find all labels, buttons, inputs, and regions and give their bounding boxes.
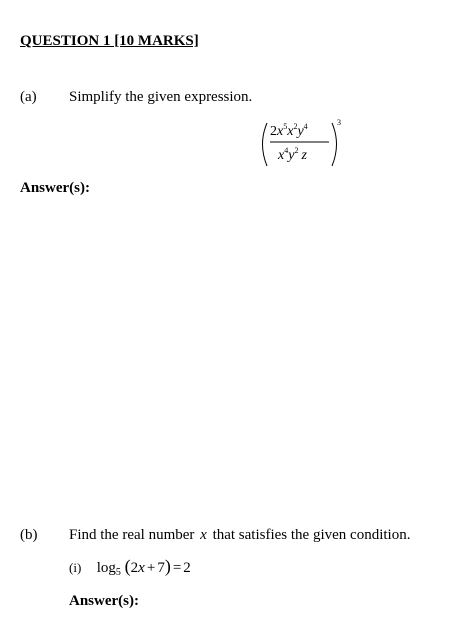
- eq-var: x: [138, 560, 145, 576]
- eq-const: 7: [157, 560, 165, 576]
- expression-svg: [258, 118, 352, 174]
- part-a-prompt: Simplify the given expression.: [69, 89, 253, 105]
- left-paren: [263, 123, 268, 166]
- num-coef: 2: [270, 124, 277, 139]
- num-exp-3: 4: [303, 122, 308, 131]
- part-a-expression: [258, 118, 352, 179]
- denominator: [277, 146, 307, 163]
- close-paren: ): [164, 556, 171, 576]
- part-b-prompt-var: x: [200, 527, 207, 543]
- part-a-answer-label: Answer(s):: [20, 180, 90, 196]
- part-b-prompt-after: that satisfies the given condition.: [212, 527, 411, 543]
- eq-op: +: [146, 560, 156, 576]
- den-exp-1: 4: [284, 146, 289, 155]
- log-word: log: [96, 560, 116, 576]
- question-heading: QUESTION 1 [10 MARKS]: [20, 33, 199, 49]
- numerator: [270, 122, 308, 139]
- part-a-label: (a): [20, 89, 37, 105]
- num-var-1: x: [277, 124, 284, 139]
- log-base: 5: [115, 567, 121, 578]
- open-paren: (: [124, 556, 131, 576]
- part-b-answer-label: Answer(s):: [69, 593, 139, 609]
- num-var-3: y: [297, 124, 304, 139]
- eq-rhs: 2: [183, 560, 191, 576]
- num-var-2: x: [287, 124, 294, 139]
- part-b-sub-i: [69, 556, 191, 578]
- den-var-2: y: [288, 148, 295, 163]
- num-exp-1: 5: [283, 122, 288, 131]
- num-exp-2: 2: [293, 122, 298, 131]
- den-var-1: x: [278, 148, 285, 163]
- den-var-3: z: [301, 148, 307, 163]
- outer-exponent: 3: [337, 118, 341, 127]
- equals-sign: =: [172, 560, 182, 576]
- part-b-prompt-before: Find the real number: [69, 527, 195, 543]
- eq-coef: 2: [130, 560, 139, 576]
- right-paren: [332, 123, 337, 166]
- part-b-label: (b): [20, 527, 38, 543]
- part-b-prompt: [69, 527, 410, 544]
- den-exp-2: 2: [294, 146, 299, 155]
- sub-i-label: (i): [69, 560, 82, 575]
